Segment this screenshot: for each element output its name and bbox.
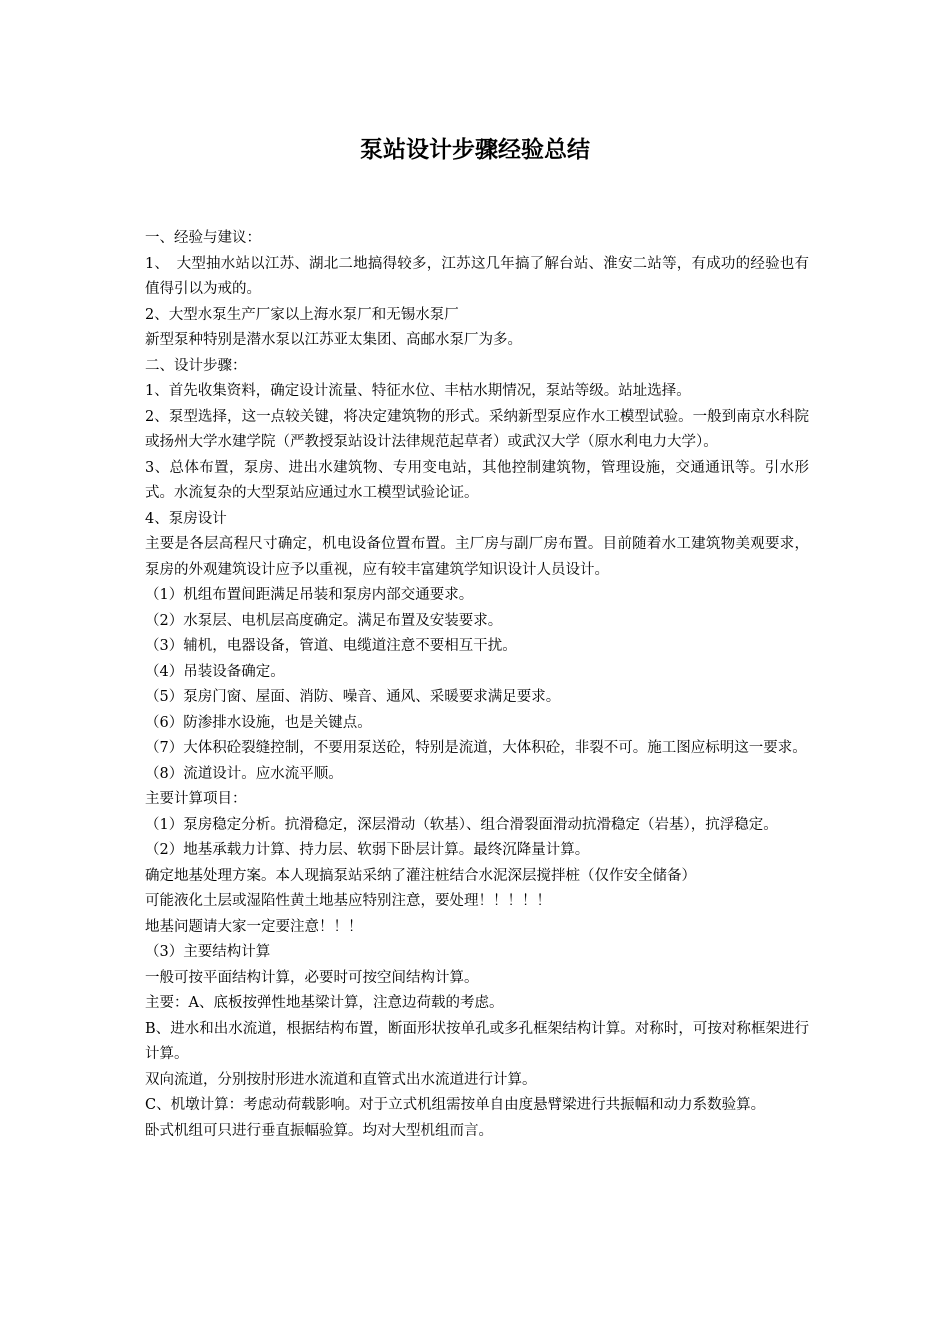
paragraph-19: 主要计算项目：: [145, 791, 247, 807]
paragraph-8: 3、总体布置，泵房、进出水建筑物、专用变电站，其他控制建筑物，管理设施，交通通讯等。引水形式。水流复杂的大型泵站应通过水工模型试验论证。: [145, 459, 809, 501]
paragraph-2: 1、 大型抽水站以江苏、湖北二地搞得较多，江苏这几年搞了解台站、淮安二站等，有成功的经验也有值得引以为戒的。: [145, 255, 809, 297]
paragraph-31: 卧式机组可只进行垂直振幅验算。均对大型机组而言。: [145, 1122, 493, 1139]
paragraph-13: （3）辅机，电器设备，管道、电缆道注意不要相互干扰。: [145, 638, 517, 654]
paragraph-15: （5）泵房门窗、屋面、消防、噪音、通风、采暖要求满足要求。: [145, 689, 561, 705]
paragraph-24: 地基问题请大家一定要注意！！！: [145, 918, 363, 935]
paragraph-4: 新型泵种特别是潜水泵以江苏亚太集团、高邮水泵厂为多。: [145, 332, 522, 348]
paragraph-23: 可能液化土层或湿陷性黄土地基应特别注意，要处理！！！！！: [145, 893, 551, 909]
paragraph-25: （3）主要结构计算: [145, 944, 271, 960]
paragraph-17: （7）大体积砼裂缝控制，不要用泵送砼，特别是流道，大体积砼，非裂不可。施工图应标明这一要求。: [145, 740, 807, 756]
paragraph-21: （2）地基承载力计算、持力层、软弱下卧层计算。最终沉降量计算。: [145, 842, 590, 858]
paragraph-16: （6）防渗排水设施，也是关键点。: [145, 714, 372, 731]
paragraph-22: 确定地基处理方案。本人现搞泵站采纳了灌注桩结合水泥深层搅拌桩（仅作安全储备）: [145, 867, 696, 884]
paragraph-29: 双向流道，分别按肘形进水流道和直管式出水流道进行计算。: [145, 1071, 537, 1088]
paragraph-14: （4）吊装设备确定。: [145, 663, 285, 680]
paragraph-1: 一、经验与建议：: [145, 230, 261, 246]
paragraph-26: 一般可按平面结构计算，必要时可按空间结构计算。: [145, 969, 479, 986]
document-body: [145, 226, 809, 1144]
paragraph-20: （1）泵房稳定分析。抗滑稳定，深层滑动（软基）、组合滑裂面滑动抗滑稳定（岩基），抗浮稳定。: [145, 816, 778, 833]
paragraph-28: B、进水和出水流道，根据结构布置，断面形状按单孔或多孔框架结构计算。对称时，可按对称框架进行计算。: [145, 1020, 809, 1062]
paragraph-27: 主要：A、底板按弹性地基梁计算，注意边荷载的考虑。: [145, 995, 504, 1011]
paragraph-6: 1、首先收集资料，确定设计流量、特征水位、丰枯水期情况，泵站等级。站址选择。: [145, 383, 691, 399]
paragraph-11: （1）机组布置间距满足吊装和泵房内部交通要求。: [145, 587, 474, 603]
paragraph-5: 二、设计步骤：: [145, 357, 247, 374]
paragraph-18: （8）流道设计。应水流平顺。: [145, 765, 343, 782]
paragraph-3: 2、大型水泵生产厂家以上海水泵厂和无锡水泵厂: [145, 306, 459, 323]
document-title: 泵站设计步骤经验总结: [360, 136, 590, 163]
paragraph-12: （2）水泵层、电机层高度确定。满足布置及安装要求。: [145, 612, 503, 629]
paragraph-30: C、机墩计算：考虑动荷载影响。对于立式机组需按单自由度悬臂梁进行共振幅和动力系数验算。: [145, 1097, 766, 1113]
paragraph-9: 4、泵房设计: [145, 510, 227, 527]
paragraph-10: 主要是各层高程尺寸确定，机电设备位置布置。主厂房与副厂房布置。目前随着水工建筑物美观要求，泵房的外观建筑设计应予以重视，应有较丰富建筑学知识设计人员设计。: [145, 536, 809, 578]
paragraph-7: 2、泵型选择，这一点较关键，将决定建筑物的形式。采纳新型泵应作水工模型试验。一般到南京水科院或扬州大学水建学院（严教授泵站设计法律规范起草者）或武汉大学（原水利电力大学）。: [145, 408, 809, 450]
